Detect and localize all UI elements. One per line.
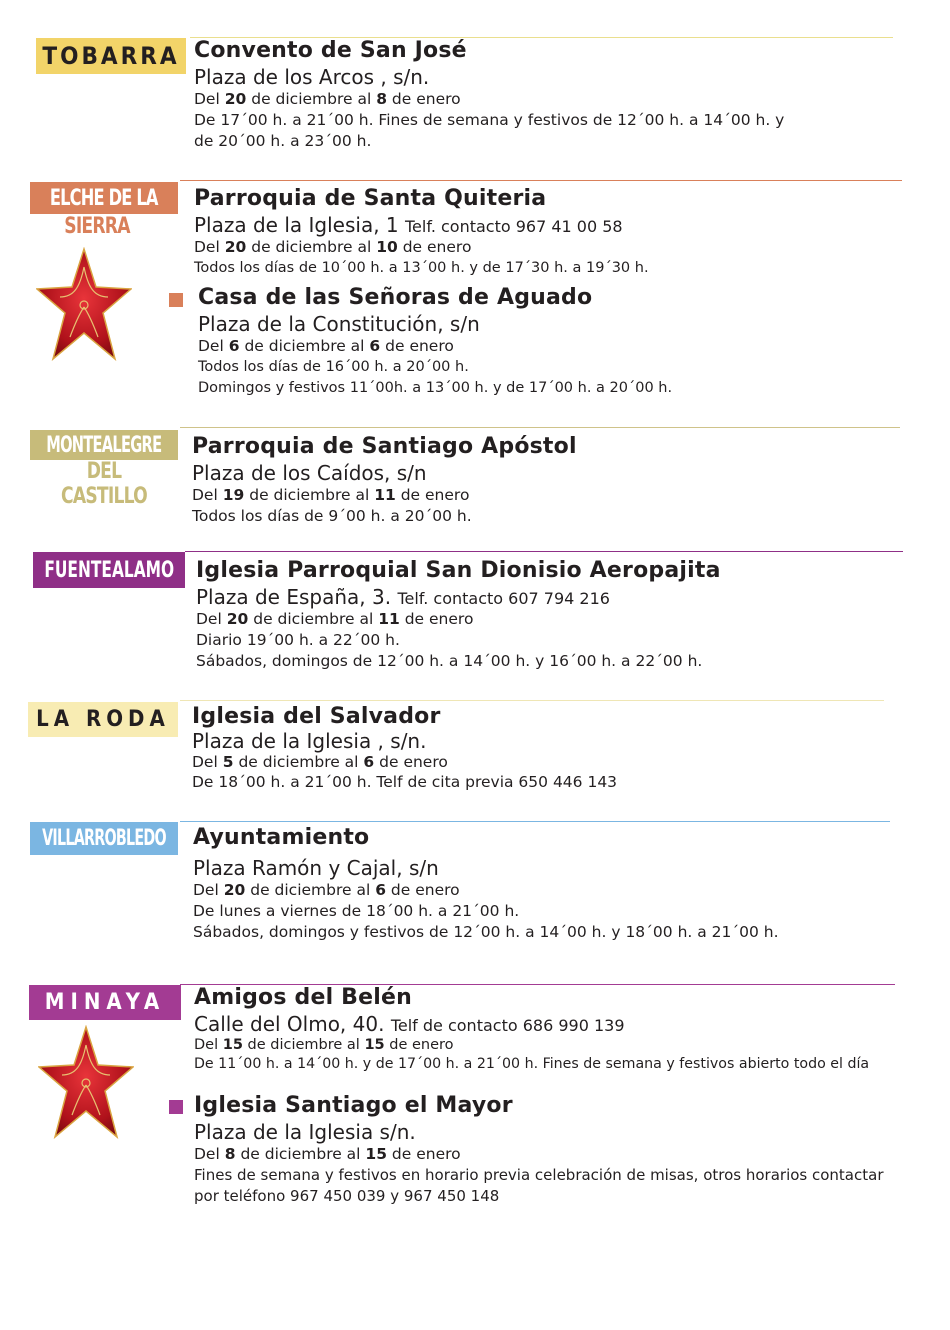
venue-title: Parroquia de Santa Quiteria [194,186,547,211]
venue-hours: Todos los días de 16´00 h. a 20´00 h. [198,359,469,375]
venue-entry [192,434,577,527]
venue-dates: Del 20 de diciembre al 8 de enero [194,90,461,108]
venue-dates: Del 15 de diciembre al 15 de enero [194,1037,454,1053]
venue-hours: De 17´00 h. a 21´00 h. Fines de semana y festivos de 12´00 h. a 14´00 h. y [194,111,785,129]
venue-hours: De 18´00 h. a 21´00 h. Telf de cita previa 650 446 143 [192,773,618,791]
venue-address: Calle del Olmo, 40. Telf de contacto 686 990 139 [194,1012,625,1036]
venue-title: Iglesia Parroquial San Dionisio Aeropajita [196,558,721,583]
venue-address: Plaza de la Iglesia, 1 Telf. contacto 967 41 00 58 [194,213,623,237]
venue-entry [194,186,649,279]
star-ornament-icon [38,1025,134,1139]
town-label-tobarra: TOBARRA [36,38,186,74]
town-label-elche-line2: SIERRA [64,214,130,239]
venue-address: Plaza de la Iglesia , s/n. [192,729,427,753]
bullet-square [169,1100,183,1114]
venue-hours: Todos los días de 9´00 h. a 20´00 h. [192,507,472,525]
venue-address: Plaza de los Caídos, s/n [192,461,427,485]
venue-dates: Del 20 de diciembre al 10 de enero [194,238,472,256]
town-label-minaya: MINAYA [29,985,181,1020]
venue-hours: Domingos y festivos 11´00h. a 13´00 h. y de 17´00 h. a 20´00 h. [198,380,673,396]
town-label-villarrobledo: VILLARROBLEDO [30,822,178,855]
venue-dates: Del 8 de diciembre al 15 de enero [194,1145,461,1163]
venue-entry [194,985,869,1074]
venue-hours: Sábados, domingos de 12´00 h. a 14´00 h. y 16´00 h. a 22´00 h. [196,652,703,670]
venue-title: Iglesia Santiago el Mayor [194,1093,513,1118]
venue-hours: de 20´00 h. a 23´00 h. [194,132,372,150]
venue-hours: Sábados, domingos y festivos de 12´00 h. a 14´00 h. y 18´00 h. a 21´00 h. [193,923,779,941]
section-rule [180,821,890,822]
venue-address: Plaza Ramón y Cajal, s/n [193,856,439,880]
venue-dates: Del 5 de diciembre al 6 de enero [192,753,448,771]
town-label-la-roda: LA RODA [28,702,178,737]
venue-entry [198,285,672,399]
town-label-montealegre-line2: DEL CASTILLO [61,459,147,509]
star-ornament-icon [36,247,132,361]
venue-title: Amigos del Belén [194,985,412,1010]
venue-hours: De 11´00 h. a 14´00 h. y de 17´00 h. a 21´00 h. Fines de semana y festivos abierto todo el día [194,1056,870,1072]
venue-title: Parroquia de Santiago Apóstol [192,434,577,459]
venue-entry [194,1093,884,1207]
section-rule [180,700,884,701]
venue-address: Plaza de España, 3. Telf. contacto 607 794 216 [196,585,610,609]
venue-entry [194,38,784,152]
venue-entry [193,825,779,943]
section-rule [180,180,902,181]
venue-entry [192,704,617,793]
venue-dates: Del 19 de diciembre al 11 de enero [192,486,470,504]
venue-title: Iglesia del Salvador [192,704,441,729]
venue-entry [196,558,721,672]
town-label-montealegre: MONTEALEGRE [30,430,178,460]
town-label-fuentealamo: FUENTEALAMO [33,552,185,588]
venue-dates: Del 20 de diciembre al 11 de enero [196,610,474,628]
venue-hours: Todos los días de 10´00 h. a 13´00 h. y de 17´30 h. a 19´30 h. [194,260,649,276]
venue-hours: Diario 19´00 h. a 22´00 h. [196,631,400,649]
venue-hours: por teléfono 967 450 039 y 967 450 148 [194,1187,500,1205]
section-rule [185,551,903,552]
venue-dates: Del 20 de diciembre al 6 de enero [193,881,460,899]
venue-address: Plaza de los Arcos , s/n. [194,65,430,89]
venue-hours: De lunes a viernes de 18´00 h. a 21´00 h. [193,902,520,920]
venue-address: Plaza de la Iglesia s/n. [194,1120,416,1144]
town-label-elche: ELCHE DE LA [30,182,178,214]
bullet-square [169,293,183,307]
venue-title: Convento de San José [194,38,467,63]
venue-title: Casa de las Señoras de Aguado [198,285,593,310]
section-rule [180,427,900,428]
venue-dates: Del 6 de diciembre al 6 de enero [198,337,454,355]
venue-title: Ayuntamiento [193,825,370,850]
venue-address: Plaza de la Constitución, s/n [198,312,480,336]
venue-hours: Fines de semana y festivos en horario previa celebración de misas, otros horarios contactar [194,1166,884,1184]
